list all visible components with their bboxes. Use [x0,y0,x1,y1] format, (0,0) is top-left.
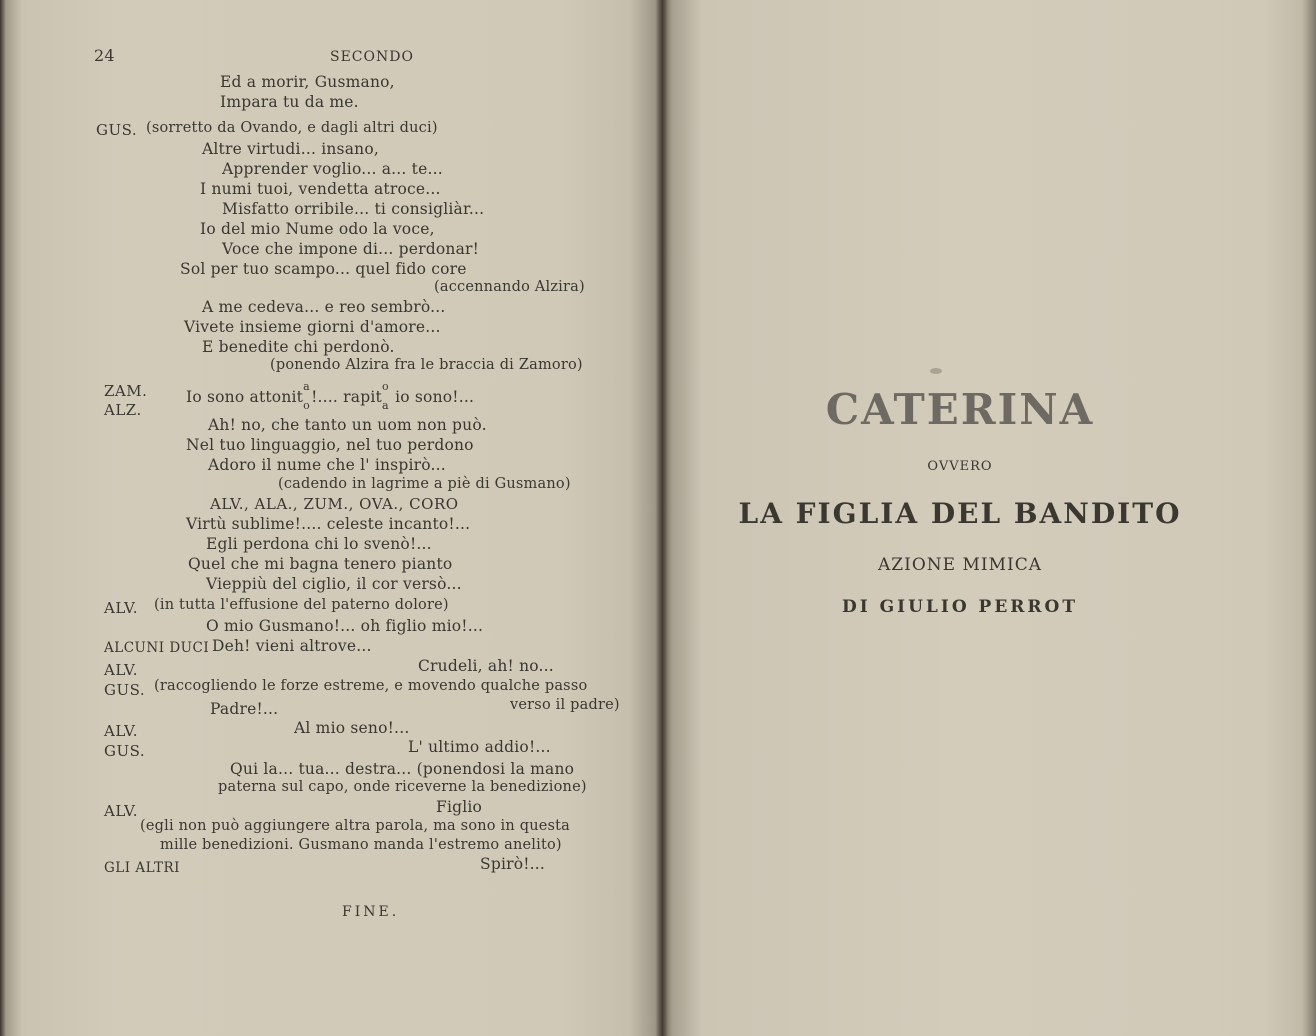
speaker-label: GUS. [104,681,146,699]
verse-line: Sol per tuo scampo... quel fido core [180,260,467,278]
verse-line: Ed a morir, Gusmano, [220,73,395,91]
speaker-label: GLI ALTRI [104,860,180,876]
speaker-label: ALV. [104,661,138,679]
verse-line: Impara tu da me. [220,93,359,111]
verse-line: Figlio [436,798,483,816]
verse-line: Io del mio Nume odo la voce, [200,220,435,238]
genre-label: AZIONE MIMICA [878,555,1042,575]
verse-line: Deh! vieni altrove... [212,637,372,655]
verse-line: Misfatto orribile... ti consigliàr... [222,200,485,218]
speaker-group-label: ALV., ALA., ZUM., OVA., CORO [210,495,459,513]
stage-direction: (raccogliendo le forze estreme, e movendo qualche passo [154,678,588,694]
verse-line: Nel tuo linguaggio, nel tuo perdono [186,436,474,454]
verse-fragment: io sono!... [389,388,475,406]
speaker-label: ALCUNI DUCI [104,640,210,656]
verse-line: Al mio seno!... [294,719,410,737]
verse-fragment: Io sono attonit [186,388,304,406]
stage-direction: mille benedizioni. Gusmano manda l'estremo anelito) [160,837,562,853]
subscript-letter: a [381,399,389,412]
verse-line: Adoro il nume che l' inspirò... [208,456,446,474]
ink-speck [930,368,942,374]
book-gutter [656,0,668,1036]
stage-direction: (in tutta l'effusione del paterno dolore) [154,597,449,613]
alternate-ending [381,380,390,412]
verse-line: Virtù sublime!.... celeste incanto!... [186,515,471,533]
verse-fragment: !.... rapit [311,388,382,406]
stage-direction: (sorretto da Ovando, e dagli altri duci) [146,120,438,136]
speaker-label: GUS. [96,121,138,139]
page-number: 24 [94,46,115,65]
verse-line: Vieppiù del ciglio, il cor versò... [206,575,462,593]
verse-line: O mio Gusmano!... oh figlio mio!... [206,617,484,635]
verse-line: Qui la... tua... destra... (ponendosi la mano [230,760,575,778]
subscript-letter: o [303,399,310,412]
speaker-label: ALV. [104,722,138,740]
stage-direction: (cadendo in lagrime a piè di Gusmano) [278,476,571,492]
verse-line: Altre virtudi... insano, [202,140,379,158]
speaker-label: ALV. [104,802,138,820]
stage-direction: (egli non può aggiungere altra parola, ma sono in questa [140,818,571,834]
verse-line: Egli perdona chi lo svenò!... [206,535,432,553]
verse-line [186,380,475,412]
verse-line: L' ultimo addio!... [408,738,551,756]
speaker-label: ZAM. [104,382,148,400]
work-subtitle: LA FIGLIA DEL BANDITO [738,497,1182,530]
verse-line: E benedite chi perdonò. [202,338,395,356]
verse-line: Padre!... [210,700,279,718]
ovvero-label: OVVERO [927,459,993,474]
verse-line: Quel che mi bagna tenero pianto [188,555,453,573]
speaker-label: ALZ. [104,401,142,419]
superscript-letter: a [303,380,310,393]
speaker-label: ALV. [104,599,138,617]
verse-line: Crudeli, ah! no... [418,657,554,675]
running-head: SECONDO [330,49,414,65]
alternate-ending [303,380,311,412]
verse-line: A me cedeva... e reo sembrò... [202,298,446,316]
stage-direction: (accennando Alzira) [434,279,585,295]
verse-line: Voce che impone di... perdonar! [222,240,480,258]
verse-line: Ah! no, che tanto un uom non può. [208,416,487,434]
end-mark: FINE. [342,904,400,920]
stage-direction: paterna sul capo, onde riceverne la benedizione) [218,779,587,795]
speaker-label: GUS. [104,742,146,760]
stage-direction: verso il padre) [510,697,620,713]
verse-line: I numi tuoi, vendetta atroce... [200,180,441,198]
stage-direction: (ponendo Alzira fra le braccia di Zamoro) [270,357,583,373]
author-line: DI GIULIO PERROT [842,597,1078,617]
superscript-letter: o [381,380,389,393]
verse-line: Spirò!... [480,855,546,873]
verse-line: Apprender voglio... a... te... [222,160,443,178]
work-title: CATERINA [825,385,1095,434]
verse-line: Vivete insieme giorni d'amore... [184,318,441,336]
